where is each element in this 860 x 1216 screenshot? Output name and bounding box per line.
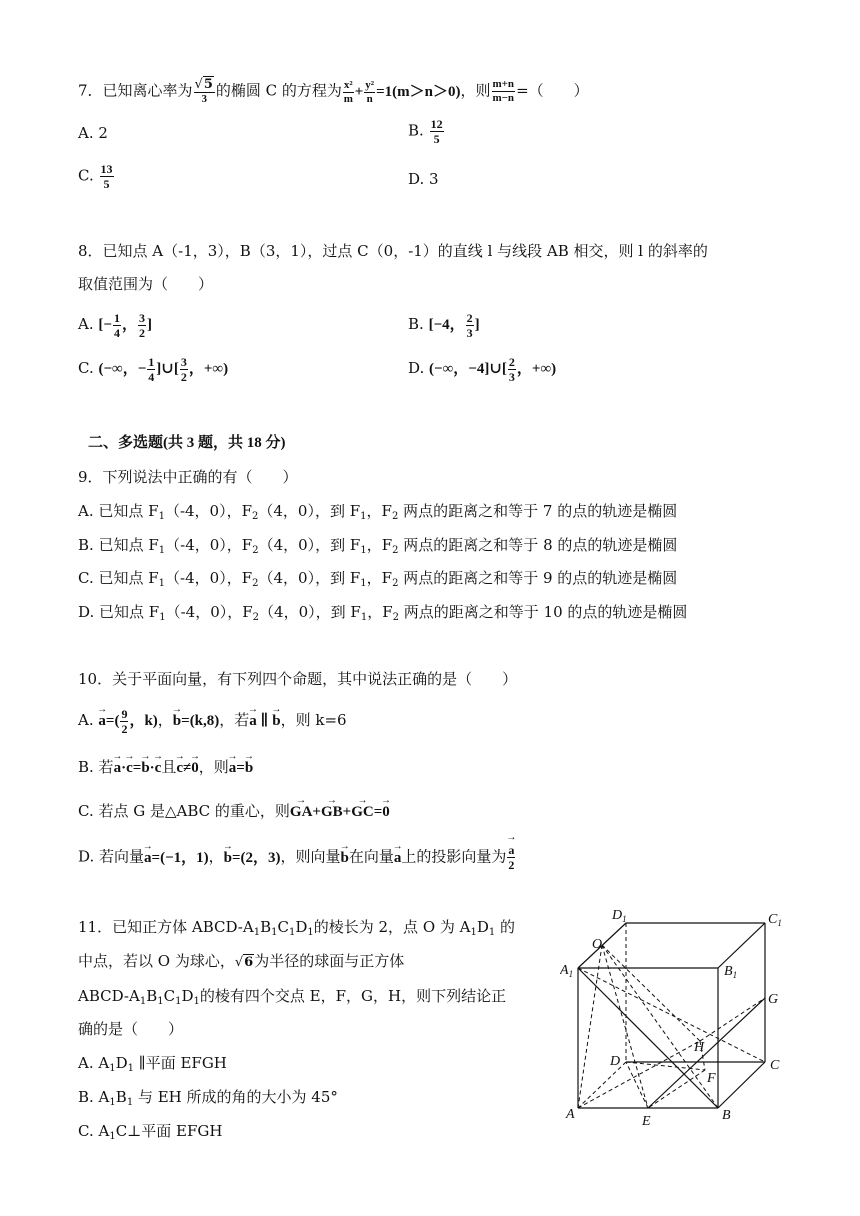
hidden-a1-c [578, 968, 765, 1062]
q9-option-c[interactable]: C. 已知点 $F_1(-4$，0），$F_2(4$，0），到 $F_1$，$F_2$ 两点的距离之和等于 9 的点的轨迹是椭圆 [78, 569, 678, 589]
label-g: G [768, 992, 779, 1007]
question-9-stem: 9．下列说法中正确的有（ ） [78, 468, 298, 486]
q9-option-d[interactable]: D. 已知点 $F_1(-4$，0），$F_2(4$，0），到 $F_1$，$F_2$ 两点的距离之和等于 10 的点的轨迹是椭圆 [78, 603, 688, 623]
label-h: H [694, 1040, 705, 1055]
hidden-o-h [602, 945, 700, 1041]
question-11-line3: ABCD-$A_1B_1C_1D_1$的棱有四个交点 E，F，G，H，则下列结论正 [78, 987, 507, 1007]
label-d1: $D_1$ [612, 908, 627, 924]
q9-option-a[interactable]: A. 已知点 $F_1(-4$，0），$F_2(4$，0），到 $F_1$，$F_2$ 两点的距离之和等于 7 的点的轨迹是椭圆 [78, 502, 678, 522]
label-c1: $C_1$ [768, 912, 782, 928]
q9-option-b[interactable]: B. 已知点 $F_1(-4$，0），$F_2(4$，0），到 $F_1$，$F_2$ 两点的距离之和等于 8 的点的轨迹是椭圆 [78, 536, 678, 556]
section-heading: 二、多选题(共 3 题，共 18 分) [88, 435, 286, 451]
q10-option-b[interactable]: B. 若→ a·→ c=→ b·→ c且→ c≠→ 0，则→ a=→ b [78, 756, 253, 779]
q7-option-a[interactable]: A. 2 [78, 124, 108, 142]
question-10-stem: 10．关于平面向量，有下列四个命题，其中说法正确的是（ ） [78, 670, 518, 688]
q11-option-a[interactable]: A. $A_1D_1$ ∥平面 EFGH [78, 1054, 227, 1074]
line-a1-b [578, 968, 718, 1108]
hidden-o-e [602, 945, 648, 1108]
label-b1: $B_1$ [724, 964, 738, 980]
q7-option-c[interactable]: C. $\frac{13}{5}$ [78, 162, 113, 191]
label-a1: $A_1$ [560, 963, 574, 979]
q10-option-d[interactable]: D. 若向量→ a=(−1，1)，→ b=(2，3)，则向量→ b在向量→ a上的投影向量为 → $\frac{a}{2}$ [78, 844, 516, 871]
q8-option-c[interactable]: C. (−∞，− $\frac{1}{4}$ ]∪[ $\frac{3}{2}$ ，+∞) [78, 355, 229, 384]
q7-option-b[interactable]: B. $\frac{12}{5}$ [408, 117, 443, 146]
cube-figure [560, 905, 800, 1139]
q8-option-d[interactable]: D. (−∞，−4]∪[ $\frac{2}{3}$ ，+∞) [408, 355, 557, 384]
label-b: B [722, 1108, 731, 1123]
question-7-stem: 7．已知离心率为 $\frac{√5}{3}$ 的椭圆 C 的方程为 $\frac{\text{x²}}{m}$ + $\frac{\text{y²}}{n}$ =1(m＞n＞0)，则 $\frac{m+n}{m-n}$ =（ ） [78, 77, 589, 105]
q7-option-d[interactable]: D. 3 [408, 170, 439, 188]
question-11-line4: 确的是（ ） [78, 1020, 184, 1038]
label-f: F [707, 1071, 716, 1086]
q8-option-b[interactable]: B. [−4， $\frac{2}{3}$ ] [408, 311, 480, 340]
label-d: D [610, 1054, 621, 1069]
label-o: O [592, 937, 603, 952]
q10-option-c[interactable]: C. 若点 G 是△ABC 的重心，则→ GA+→ GB+→ GC=→ 0 [78, 800, 390, 823]
question-8-stem-line1: 8．已知点 A（-1，3），B（3，1），过点 C（0，-1）的直线 l 与线段 AB 相交，则 l 的斜率的 [78, 242, 708, 260]
q10-option-a[interactable]: A. → a=( $\frac{9}{2}$ ，k)，→ b=(k,8)，若→ a ∥ → b，则 k=6 [78, 708, 347, 735]
hidden-o-b [602, 945, 718, 1108]
hidden-f-e [648, 1070, 705, 1108]
question-11-line1: 11．已知正方体 ABCD-$A_1B_1C_1D_1$的棱长为 2，点 O 为 $A_1D_1$ 的 [78, 918, 516, 938]
edge-c1-b1 [718, 923, 765, 968]
edge-c-b [718, 1062, 765, 1108]
label-a: A [566, 1107, 575, 1122]
q11-option-c[interactable]: C. $A_1C\perp$平面 EFGH [78, 1122, 223, 1142]
label-c: C [770, 1058, 780, 1073]
label-e: E [642, 1114, 651, 1129]
q8-option-a[interactable]: A. [− $\frac{1}{4}$ ， $\frac{3}{2}$ ] [78, 311, 152, 340]
q11-option-b[interactable]: B. $A_1B_1$ 与 EH 所成的角的大小为 45° [78, 1088, 338, 1108]
question-8-stem-line2: 取值范围为（ ） [78, 275, 214, 293]
question-11-line2: 中点，若以 O 为球心，√6为半径的球面与正方体 [78, 952, 405, 970]
